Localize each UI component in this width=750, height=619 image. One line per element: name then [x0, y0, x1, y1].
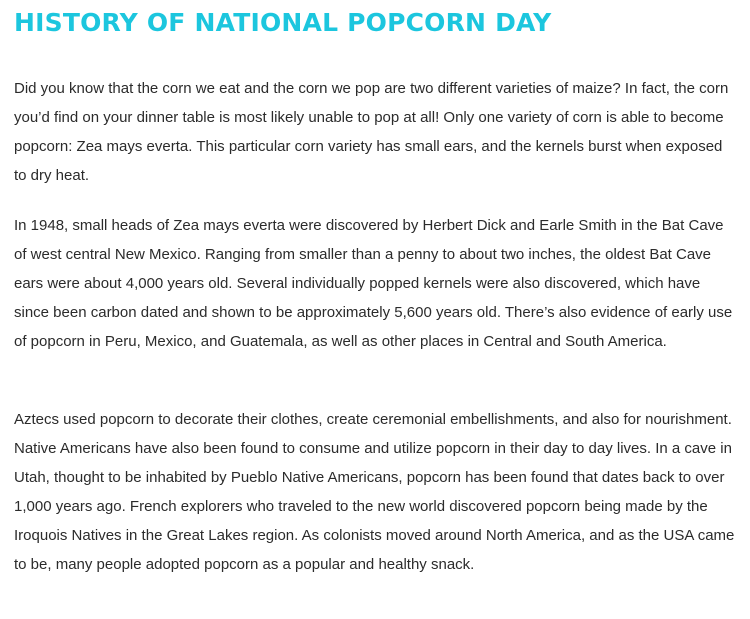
- paragraph-native-americans: Aztecs used popcorn to decorate their clothes, create ceremonial embellishments, and also for nourishment. Native Americans have also been found to consume and utilize popcorn in their day to day lives. In a cave in Utah, thought to be inhabited by Pueblo Native Americans, popcorn has been found that dates back to over 1,000 years ago. French explorers who traveled to the new world discovered popcorn being made by the Iroquois Natives in the Great Lakes region. As colonists moved around North America, and as the USA came to be, many people adopted popcorn as a popular and healthy snack.: [14, 411, 735, 573]
- paragraph-maize-varieties: Did you know that the corn we eat and the corn we pop are two different varieties of maize? In fact, the corn you’d find on your dinner table is most likely unable to pop at all! Only one variety of corn is able to become popcorn: Zea mays everta. This particular corn variety has small ears, and the kernels burst when exposed to dry heat.: [14, 80, 729, 184]
- paragraph-bat-cave-discovery: In 1948, small heads of Zea mays everta were discovered by Herbert Dick and Earle Smith in the Bat Cave of west central New Mexico. Ranging from smaller than a penny to about two inches, the oldest Bat Cave ears were about 4,000 years old. Several individually popped kernels were also discovered, which have since been carbon dated and shown to be approximately 5,600 years old. There’s also evidence of early use of popcorn in Peru, Mexico, and Guatemala, as well as other places in Central and South America.: [14, 217, 733, 350]
- article: [14, 0, 738, 573]
- page-title: HISTORY OF NATIONAL POPCORN DAY: [14, 8, 552, 37]
